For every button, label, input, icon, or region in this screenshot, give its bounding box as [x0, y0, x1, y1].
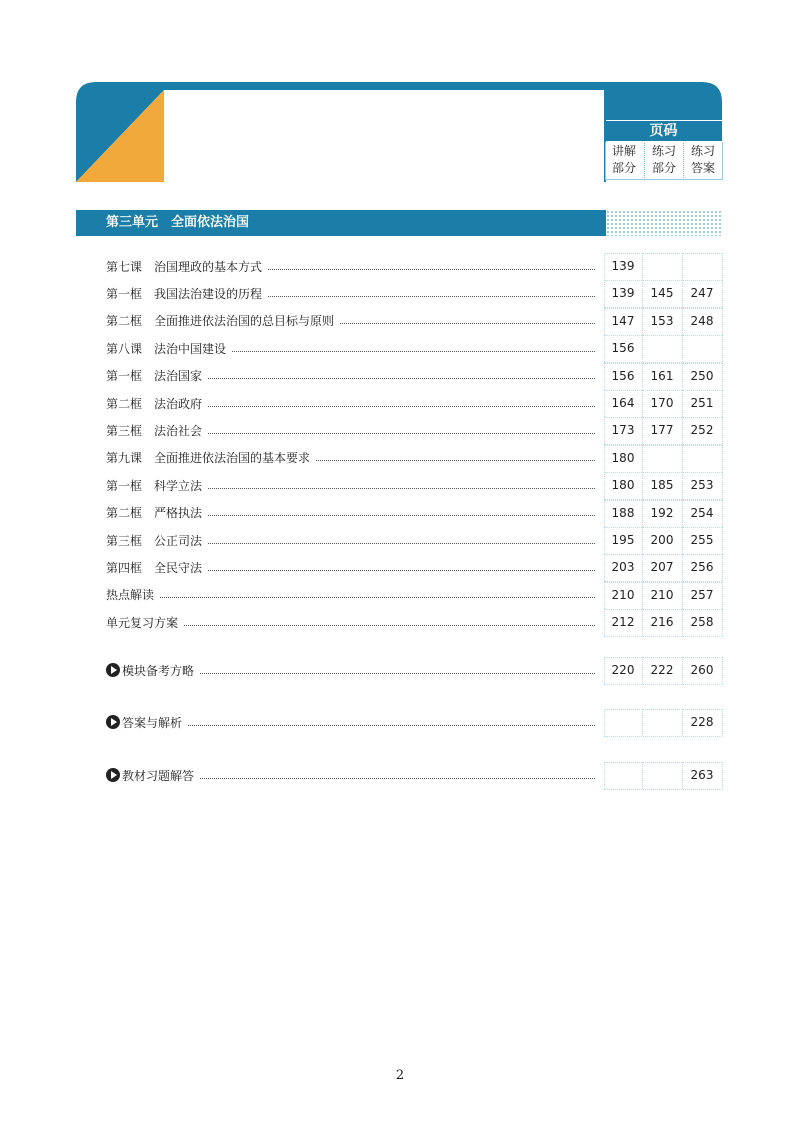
- lecture-page: 210: [611, 587, 635, 602]
- dot-leader: [184, 625, 595, 626]
- lecture-page: 188: [611, 505, 635, 520]
- dot-leader: [200, 778, 595, 779]
- page-number-cells: [604, 363, 722, 390]
- toc-entry-label: 教材习题解答: [122, 768, 195, 783]
- answer-page: 252: [690, 423, 714, 438]
- page-number-cells: [604, 335, 722, 362]
- page-number-cells: [604, 709, 722, 736]
- lecture-page: [604, 709, 642, 736]
- exercise-page: 207: [650, 560, 674, 575]
- toc-entry-label: 第二框 严格执法: [106, 506, 203, 521]
- exercise-page: 161: [650, 368, 674, 383]
- dot-leader: [340, 323, 595, 324]
- answer-page: 260: [690, 663, 714, 677]
- page-number-cells: [604, 582, 722, 609]
- answer-page: 263: [690, 768, 714, 782]
- lecture-page: 139: [611, 259, 635, 273]
- answer-page: 250: [690, 368, 714, 383]
- play-circle-icon: [106, 663, 120, 677]
- play-circle-icon: [106, 768, 120, 782]
- play-circle-icon: [106, 715, 120, 729]
- exercise-page: 192: [650, 505, 674, 520]
- answer-page: 256: [690, 560, 714, 575]
- toc-entry-label: 单元复习方案: [106, 615, 179, 630]
- col-exercise-header: 练习 部分: [644, 143, 683, 180]
- lecture-page: 173: [611, 423, 635, 438]
- col-lecture-header: 讲解 部分: [611, 144, 636, 175]
- page-number-cells: [604, 253, 722, 280]
- col-answer-header: 练习 答案: [683, 143, 722, 180]
- page-number: 2: [395, 1068, 405, 1083]
- dot-leader: [316, 460, 595, 461]
- answer-page: 253: [690, 478, 714, 493]
- exercise-page: [643, 253, 681, 280]
- dot-leader: [268, 269, 595, 270]
- answer-page: 251: [690, 396, 714, 410]
- dot-leader: [208, 488, 595, 489]
- answer-page: 254: [690, 505, 714, 520]
- exercise-page: 200: [650, 533, 674, 547]
- page-code-title: 页码: [605, 121, 722, 141]
- toc-entry-label: 第九课 全面推进依法治国的基本要求: [106, 451, 311, 466]
- toc-entry[interactable]: [106, 283, 601, 303]
- page-number-cells: [604, 500, 722, 527]
- page-number-cells: [604, 472, 722, 499]
- lecture-page: 203: [611, 560, 635, 575]
- unit-title: 第三单元 全面依法治国: [106, 215, 250, 230]
- toc-entry[interactable]: [106, 660, 601, 680]
- page-number-cells: [604, 657, 722, 684]
- toc-entry-label: 第一框 我国法治建设的历程: [106, 286, 263, 301]
- toc-entry[interactable]: [106, 712, 601, 732]
- lecture-page: 180: [611, 478, 635, 493]
- toc-entry[interactable]: [106, 338, 601, 358]
- lecture-page: 156: [611, 341, 635, 356]
- toc-entry[interactable]: [106, 420, 601, 440]
- toc-entry-label: 第七课 治国理政的基本方式: [106, 259, 263, 274]
- lecture-page: 164: [611, 396, 635, 410]
- page-number-cells: [604, 609, 722, 636]
- dot-leader: [208, 570, 595, 571]
- answer-page: 247: [690, 286, 714, 301]
- toc-entry[interactable]: [106, 765, 601, 785]
- answer-page: 248: [690, 313, 714, 328]
- dot-leader: [208, 515, 595, 516]
- toc-entry-label: 第三框 公正司法: [106, 533, 203, 548]
- toc-entry[interactable]: [106, 393, 601, 413]
- dot-leader: [208, 406, 595, 407]
- lecture-page: 212: [611, 615, 635, 630]
- dot-leader: [208, 543, 595, 544]
- dot-leader: [208, 433, 595, 434]
- exercise-page: 210: [650, 587, 674, 602]
- answer-page: 255: [690, 533, 714, 547]
- page-number-cells: [604, 554, 722, 581]
- exercise-page: 222: [650, 663, 674, 677]
- exercise-page: 185: [650, 478, 674, 493]
- page-number-cells: [604, 762, 722, 789]
- dot-leader: [160, 597, 595, 598]
- lecture-page: 139: [611, 286, 635, 301]
- page-number-cells: [604, 527, 722, 554]
- exercise-page: 153: [650, 313, 674, 328]
- page-number-cells: [604, 390, 722, 417]
- exercise-page: 145: [650, 286, 674, 301]
- toc-entry-label: 模块备考方略: [122, 663, 195, 678]
- answer-page: [683, 335, 721, 362]
- unit-bar-pattern: [606, 210, 723, 236]
- exercise-page: [643, 335, 681, 362]
- toc-entry[interactable]: [106, 475, 601, 495]
- toc-entry-label: 第一框 法治国家: [106, 369, 203, 384]
- lecture-page: [604, 762, 642, 789]
- dot-leader: [268, 296, 595, 297]
- answer-page: 258: [690, 615, 714, 630]
- lecture-page: 195: [611, 533, 635, 547]
- dot-leader: [208, 378, 595, 379]
- exercise-page: 170: [650, 396, 674, 410]
- page-number-cells: [604, 417, 722, 444]
- toc-entry-label: 第二框 全面推进依法治国的总目标与原则: [106, 314, 335, 329]
- toc-entry[interactable]: [106, 448, 601, 468]
- lecture-page: 147: [611, 313, 635, 328]
- lecture-page: 220: [611, 663, 635, 677]
- toc-entry[interactable]: [106, 557, 601, 577]
- toc-entry[interactable]: [106, 530, 601, 550]
- unit-title-bar: [76, 210, 606, 236]
- toc-entry-label: 热点解读: [106, 588, 155, 603]
- exercise-page: 216: [650, 615, 674, 630]
- answer-page: [683, 445, 721, 472]
- page-number-cells: [604, 280, 722, 307]
- toc-entry[interactable]: [106, 311, 601, 331]
- toc-entry-label: 第八课 法治中国建设: [106, 341, 227, 356]
- toc-entry[interactable]: [106, 612, 601, 632]
- page-number-cells: [604, 308, 722, 335]
- page-number-cells: [604, 445, 722, 472]
- toc-entry-label: 第一框 科学立法: [106, 478, 203, 493]
- dot-leader: [232, 351, 595, 352]
- toc-entry-label: 第二框 法治政府: [106, 396, 203, 411]
- toc-entry[interactable]: [106, 366, 601, 386]
- lecture-page: 180: [611, 450, 635, 465]
- answer-page: 257: [690, 587, 714, 602]
- page-code-header: [605, 121, 722, 181]
- dot-leader: [200, 673, 595, 674]
- toc-entry-label: 答案与解析: [122, 715, 183, 730]
- toc-entry[interactable]: [106, 585, 601, 605]
- lecture-page: 156: [611, 368, 635, 383]
- toc-entry[interactable]: [106, 503, 601, 523]
- exercise-page: 177: [650, 423, 674, 438]
- exercise-page: [643, 445, 681, 472]
- toc-entry-label: 第四框 全民守法: [106, 560, 203, 575]
- toc-entry-label: 第三框 法治社会: [106, 423, 203, 438]
- answer-page: [683, 253, 721, 280]
- exercise-page: [643, 709, 681, 736]
- answer-page: 228: [690, 715, 714, 729]
- exercise-page: [643, 762, 681, 789]
- dot-leader: [188, 725, 595, 726]
- toc-entry[interactable]: [106, 256, 601, 276]
